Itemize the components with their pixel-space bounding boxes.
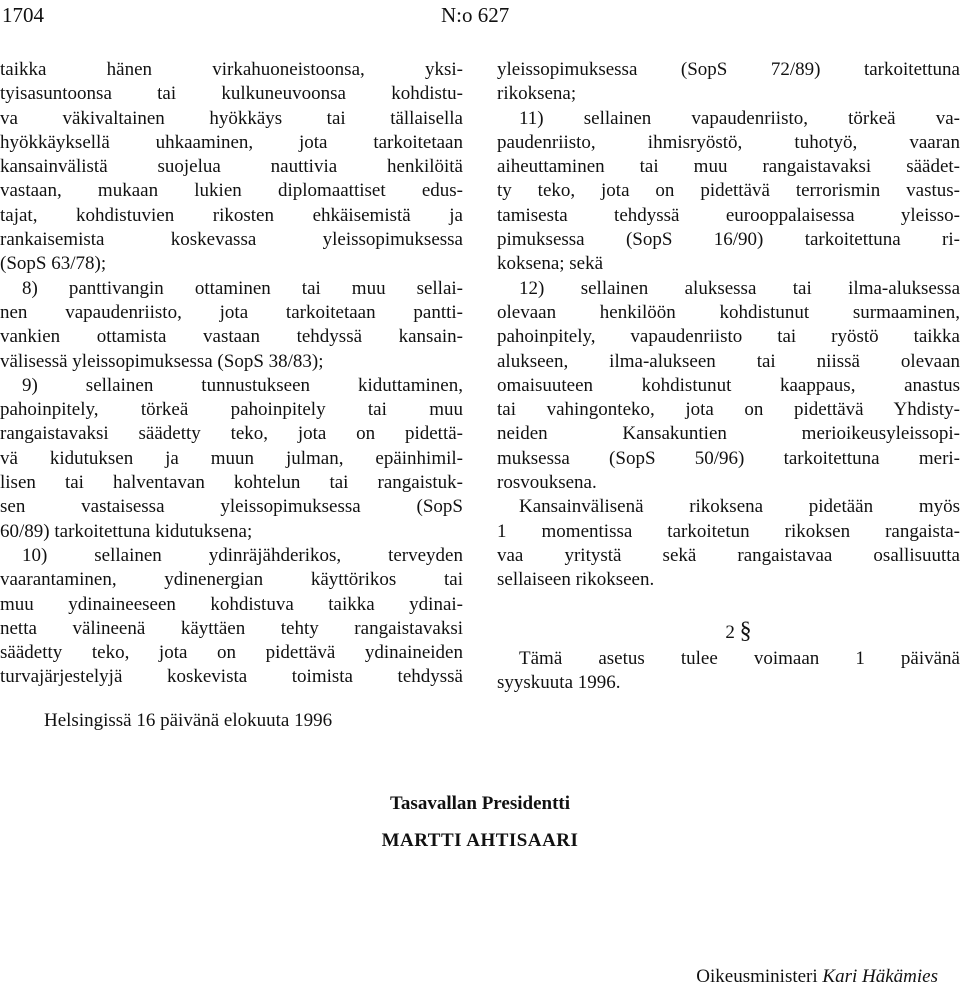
president-title: Tasavallan Presidentti xyxy=(390,793,570,814)
text-line: 10) sellainen ydinräjähderikos, terveyden xyxy=(22,544,463,566)
text-line: Tämä asetus tulee voimaan 1 päivänä xyxy=(519,647,960,669)
text-line: yleissopimuksessa (SopS 72/89) tarkoitettuna xyxy=(497,59,960,80)
text-line: kansainvälistä suojelua nauttivia henkilöitä xyxy=(0,156,463,178)
section-heading xyxy=(497,619,960,645)
text-line: rankaisemista koskevassa yleissopimuksessa xyxy=(0,229,463,251)
text-line: pahoinpitely, törkeä pahoinpitely tai muu xyxy=(0,399,463,421)
text-line: vankien ottamista vastaan tehdyssä kansain- xyxy=(0,326,463,348)
page-number: 1704 xyxy=(2,3,44,27)
text-line: ty teko, jota on pidettävä terrorismin vastus- xyxy=(497,180,960,202)
text-line: olevaan henkilöön kohdistunut surmaaminen, xyxy=(497,301,960,323)
ministry-title: Oikeusministeri xyxy=(696,966,818,987)
text-line: muu ydinaineeseen kohdistuva taikka ydinai- xyxy=(0,593,463,615)
text-line: netta välineenä käyttäen tehty rangaistavaksi xyxy=(0,617,463,639)
text-line: turvajärjestelyjä koskevista toimista tehdyssä xyxy=(0,666,463,688)
page-header xyxy=(0,0,960,40)
text-line: sen vastaisessa yleissopimuksessa (SopS xyxy=(0,496,463,518)
text-line: lisen tai halventavan kohtelun tai rangaistuk- xyxy=(0,472,463,494)
text-line: taikka hänen virkahuoneistoonsa, yksi- xyxy=(0,59,463,80)
text-line: tyisasuntoonsa tai kulkuneuvoonsa kohdistu- xyxy=(0,83,463,105)
section-mark: § xyxy=(739,617,752,644)
date-line: Helsingissä 16 päivänä elokuuta 1996 xyxy=(44,710,333,731)
text-line: välisessä yleissopimuksessa (SopS 38/83); xyxy=(0,350,324,372)
text-line: nen vapaudenriisto, jota tarkoitetaan pantti- xyxy=(0,301,463,323)
text-line: vaa yritystä sekä rangaistavaa osallisuutta xyxy=(497,544,960,566)
text-line: 8) panttivangin ottaminen tai muu sellai- xyxy=(22,277,463,299)
text-line: tajat, kohdistuvien rikosten ehkäisemistä ja xyxy=(0,204,463,226)
text-line: rosvouksena. xyxy=(497,472,597,494)
text-line: 1 momentissa tarkoitetun rikoksen rangaista- xyxy=(497,520,960,542)
text-line: (SopS 63/78); xyxy=(0,253,107,275)
text-line: omaisuuteen kohdistunut kaappaus, anastus xyxy=(497,374,960,396)
text-line: säädetty teko, jota on pidettävä ydinaineiden xyxy=(0,642,463,664)
section-number: 2 xyxy=(725,621,735,643)
text-line: 9) sellainen tunnustukseen kiduttaminen, xyxy=(22,374,463,396)
text-line: 11) sellainen vapaudenriisto, törkeä va- xyxy=(519,107,960,129)
text-line: paudenriisto, ihmisryöstö, tuhotyö, vaaran xyxy=(497,131,960,153)
text-line: vä kidutuksen ja muun julman, epäinhimil- xyxy=(0,447,463,469)
text-line: rikoksena; xyxy=(497,83,577,105)
text-line: vastaan, mukaan lukien diplomaattiset edus- xyxy=(0,180,463,202)
ministry-signature xyxy=(696,966,938,988)
text-line: rangaistavaksi säädetty teko, jota on pidettä- xyxy=(0,423,463,445)
text-line: tai vahingonteko, jota on pidettävä Yhdisty- xyxy=(497,399,960,421)
text-line: sellaiseen rikokseen. xyxy=(497,569,655,591)
text-line: neiden Kansakuntien merioikeusyleissopi- xyxy=(497,423,960,445)
text-line: 12) sellainen aluksessa tai ilma-aluksessa xyxy=(519,277,960,299)
text-line: syyskuuta 1996. xyxy=(497,672,621,694)
text-line: alukseen, ilma-alukseen tai niissä olevaan xyxy=(497,350,960,372)
minister-name: Kari Häkämies xyxy=(822,966,938,987)
text-line: Kansainvälisenä rikoksena pidetään myös xyxy=(519,496,960,518)
text-line: va väkivaltainen hyökkäys tai tällaisella xyxy=(0,107,463,129)
text-line: pimuksessa (SopS 16/90) tarkoitettuna ri- xyxy=(497,229,960,251)
president-name: MARTTI AHTISAARI xyxy=(381,830,579,851)
text-line: 60/89) tarkoitettuna kidutuksena; xyxy=(0,520,253,542)
issue-number: N:o 627 xyxy=(441,3,510,27)
text-line: aiheuttaminen tai muu rangaistavaksi säädet- xyxy=(497,156,960,178)
text-line: koksena; sekä xyxy=(497,253,604,275)
text-line: muksessa (SopS 50/96) tarkoitettuna meri- xyxy=(497,447,960,469)
text-line: vaarantaminen, ydinenergian käyttörikos tai xyxy=(0,569,463,591)
text-line: hyökkäyksellä uhkaaminen, jota tarkoitetaan xyxy=(0,131,463,153)
left-column xyxy=(0,58,463,690)
text-line: tamisesta tehdyssä eurooppalaisessa yleisso- xyxy=(497,204,960,226)
right-column xyxy=(497,58,960,695)
text-line: pahoinpitely, vapaudenriisto tai ryöstö taikka xyxy=(497,326,960,348)
